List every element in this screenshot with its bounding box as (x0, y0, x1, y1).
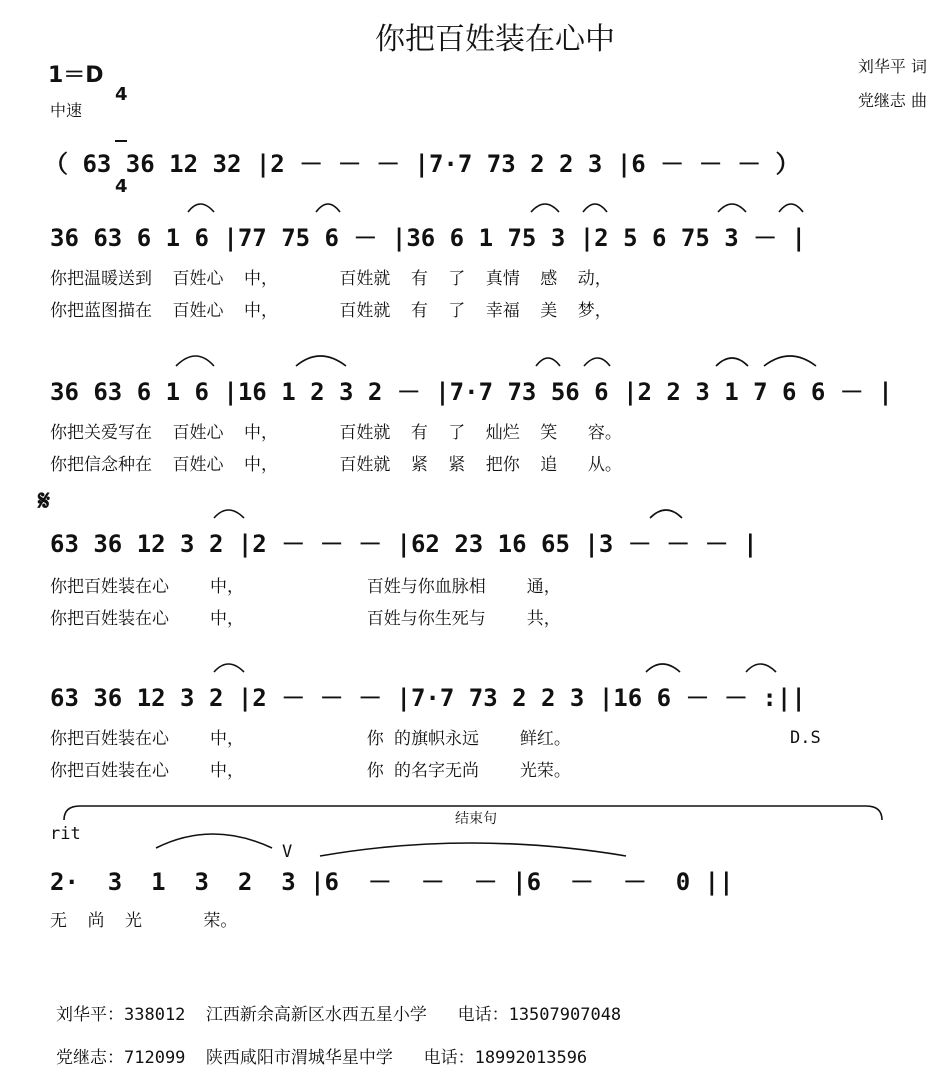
notation-row-5: 63 36 12 3 2 |2 － － － |7·7 73 2 2 3 |16 6 － － :|| (50, 684, 806, 712)
lyrics-row-5-verse-2: 你把百姓装在心 中， 你 的名字无尚 光荣。 (50, 761, 571, 781)
slur (536, 358, 560, 366)
lyrics-row-4-verse-1: 你把百姓装在心 中， 百姓与你血脉相 通， (50, 577, 561, 597)
slur (156, 834, 272, 848)
rit-marking: rit (50, 824, 81, 844)
slur (214, 510, 244, 518)
notation-row-4: 63 36 12 3 2 |2 － － － |62 23 16 65 |3 － － － | (50, 530, 758, 558)
ending-bracket (64, 806, 882, 820)
ds-marking: D.S (790, 728, 821, 748)
slur (176, 356, 214, 366)
notation-row-ending: 2· 3 1 3 2 3 |6 － － － |6 － － 0 || (50, 868, 734, 896)
slur (764, 356, 816, 366)
footer-lyricist-contact: 刘华平：338012 江西新余高新区水西五星小学 电话：13507907048 (56, 1005, 622, 1025)
composer-credit: 党继志 曲 (857, 91, 927, 110)
slur (531, 204, 559, 212)
slur (718, 204, 746, 212)
lyricist-credit: 刘华平 词 (857, 57, 927, 76)
slur (584, 358, 610, 366)
slur (316, 204, 340, 212)
time-sig-top: 4 (115, 84, 128, 105)
time-sig-bottom: 4 (115, 176, 128, 197)
slur (188, 204, 214, 212)
breath-mark: V (282, 842, 293, 862)
lyrics-row-4-verse-2: 你把百姓装在心 中， 百姓与你生死与 共， (50, 609, 561, 629)
tempo-marking: 中速 (50, 101, 83, 120)
slur (716, 358, 748, 366)
slur (779, 204, 803, 212)
notation-row-intro: （ 63 36 12 32 |2 － － － |7·7 73 2 2 3 |6 － － － ） (44, 150, 800, 178)
lyrics-row-2-verse-2: 你把蓝图描在 百姓心 中， 百姓就 有 了 幸福 美 梦， (50, 301, 612, 321)
slur (296, 356, 346, 366)
lyrics-row-3-verse-1: 你把关爱写在 百姓心 中， 百姓就 有 了 灿烂 笑 容。 (50, 423, 622, 443)
footer-composer-contact: 党继志：712099 陕西咸阳市渭城华星中学 电话：18992013596 (56, 1048, 588, 1068)
tie (320, 843, 626, 856)
segno-sign: 𝄋 (38, 484, 51, 517)
slur (746, 664, 776, 672)
lyrics-row-2-verse-1: 你把温暖送到 百姓心 中， 百姓就 有 了 真情 感 动， (50, 269, 612, 289)
slur (583, 204, 607, 212)
slur (646, 664, 680, 672)
lyrics-row-ending: 无 尚 光 荣。 (50, 911, 238, 931)
song-title: 你把百姓装在心中 (375, 22, 615, 57)
notation-row-2: 36 63 6 1 6 |77 75 6 － |36 6 1 75 3 |2 5 6 75 3 － | (50, 224, 807, 252)
lyrics-row-3-verse-2: 你把信念种在 百姓心 中， 百姓就 紧 紧 把你 追 从。 (50, 455, 622, 475)
slur (214, 664, 244, 672)
notation-row-3: 36 63 6 1 6 |16 1 2 3 2 － |7·7 73 56 6 |2 2 3 1 7 6 6 － | (50, 378, 893, 406)
slur (650, 510, 682, 518)
lyrics-row-5-verse-1: 你把百姓装在心 中， 你 的旗帜永远 鲜红。 (50, 729, 571, 749)
key-signature: 1＝D (48, 63, 104, 88)
ending-label: 结束句 (455, 811, 497, 827)
